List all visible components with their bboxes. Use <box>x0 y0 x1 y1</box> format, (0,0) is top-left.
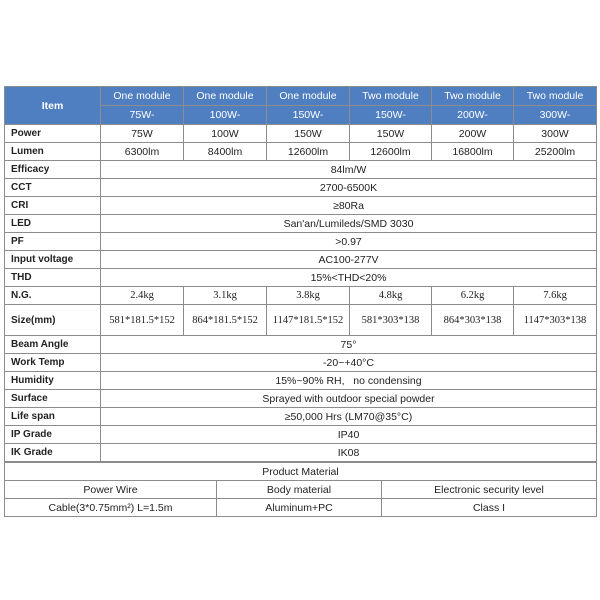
cell-value: 100W <box>184 125 267 143</box>
material-value: Class I <box>382 499 597 517</box>
cell-value: ≥50,000 Hrs (LM70@35°C) <box>101 408 597 426</box>
header-power: 150W- <box>350 106 432 125</box>
header-item: Item <box>5 87 101 125</box>
row-power <box>5 125 597 143</box>
cell-value: IP40 <box>101 426 597 444</box>
row-size <box>5 305 597 336</box>
cell-value: 12600lm <box>267 143 350 161</box>
cell-value: Sprayed with outdoor special powder <box>101 390 597 408</box>
header-power: 200W- <box>432 106 514 125</box>
spec-sheet <box>4 86 596 517</box>
cell-value: 4.8kg <box>350 287 432 305</box>
cell-value: 6.2kg <box>432 287 514 305</box>
row-input-voltage <box>5 251 597 269</box>
row-label: IP Grade <box>5 426 101 444</box>
header-module-row <box>5 87 597 106</box>
row-label: Power <box>5 125 101 143</box>
cell-value: 581*181.5*152 <box>101 305 184 336</box>
row-label: Surface <box>5 390 101 408</box>
material-header: Body material <box>217 481 382 499</box>
cell-value: 3.8kg <box>267 287 350 305</box>
row-ik-grade <box>5 444 597 462</box>
row-label: PF <box>5 233 101 251</box>
cell-value: 8400lm <box>184 143 267 161</box>
row-label: Humidity <box>5 372 101 390</box>
row-label: N.G. <box>5 287 101 305</box>
cell-value: 75W <box>101 125 184 143</box>
cell-value: AC100-277V <box>101 251 597 269</box>
row-cct <box>5 179 597 197</box>
row-label: Size(mm) <box>5 305 101 336</box>
cell-value: -20~+40°C <box>101 354 597 372</box>
cell-value: 3.1kg <box>184 287 267 305</box>
row-humidity <box>5 372 597 390</box>
cell-value: 2.4kg <box>101 287 184 305</box>
row-lumen <box>5 143 597 161</box>
row-pf <box>5 233 597 251</box>
cell-value: ≥80Ra <box>101 197 597 215</box>
row-beam-angle <box>5 336 597 354</box>
cell-value: San'an/Lumileds/SMD 3030 <box>101 215 597 233</box>
row-label: CRI <box>5 197 101 215</box>
row-label: Lumen <box>5 143 101 161</box>
cell-value: 75° <box>101 336 597 354</box>
row-led <box>5 215 597 233</box>
cell-value: 15%<THD<20% <box>101 269 597 287</box>
cell-value: 1147*303*138 <box>514 305 597 336</box>
product-material-header-row <box>5 481 597 499</box>
row-ip-grade <box>5 426 597 444</box>
row-ng <box>5 287 597 305</box>
cell-value: 7.6kg <box>514 287 597 305</box>
cell-value: 2700-6500K <box>101 179 597 197</box>
product-material-table <box>4 462 597 517</box>
cell-value: 150W <box>267 125 350 143</box>
header-power: 300W- <box>514 106 597 125</box>
cell-value: 864*181.5*152 <box>184 305 267 336</box>
row-surface <box>5 390 597 408</box>
row-efficacy <box>5 161 597 179</box>
cell-value: 200W <box>432 125 514 143</box>
row-label: THD <box>5 269 101 287</box>
row-label: IK Grade <box>5 444 101 462</box>
cell-value: 1147*181.5*152 <box>267 305 350 336</box>
row-label: CCT <box>5 179 101 197</box>
header-module: Two module <box>432 87 514 106</box>
header-power: 100W- <box>184 106 267 125</box>
header-module: Two module <box>514 87 597 106</box>
row-thd <box>5 269 597 287</box>
header-power: 75W- <box>101 106 184 125</box>
row-cri <box>5 197 597 215</box>
cell-value: 84lm/W <box>101 161 597 179</box>
cell-value: 864*303*138 <box>432 305 514 336</box>
spec-table <box>4 86 597 462</box>
material-header: Power Wire <box>5 481 217 499</box>
cell-value: 581*303*138 <box>350 305 432 336</box>
row-work-temp <box>5 354 597 372</box>
header-module: Two module <box>350 87 432 106</box>
cell-value: >0.97 <box>101 233 597 251</box>
cell-value: 6300lm <box>101 143 184 161</box>
cell-value: 12600lm <box>350 143 432 161</box>
material-value: Cable(3*0.75mm²) L=1.5m <box>5 499 217 517</box>
row-label: LED <box>5 215 101 233</box>
header-module: One module <box>101 87 184 106</box>
row-label: Beam Angle <box>5 336 101 354</box>
header-module: One module <box>184 87 267 106</box>
row-life-span <box>5 408 597 426</box>
cell-value: 300W <box>514 125 597 143</box>
cell-value: 16800lm <box>432 143 514 161</box>
material-value: Aluminum+PC <box>217 499 382 517</box>
product-material-title: Product Material <box>5 463 597 481</box>
cell-value: IK08 <box>101 444 597 462</box>
row-label: Input voltage <box>5 251 101 269</box>
header-power: 150W- <box>267 106 350 125</box>
row-label: Life span <box>5 408 101 426</box>
row-label: Work Temp <box>5 354 101 372</box>
material-header: Electronic security level <box>382 481 597 499</box>
cell-value: 25200lm <box>514 143 597 161</box>
product-material-title-row <box>5 463 597 481</box>
product-material-value-row <box>5 499 597 517</box>
cell-value: 150W <box>350 125 432 143</box>
row-label: Efficacy <box>5 161 101 179</box>
header-module: One module <box>267 87 350 106</box>
cell-value: 15%~90% RH, no condensing <box>101 372 597 390</box>
